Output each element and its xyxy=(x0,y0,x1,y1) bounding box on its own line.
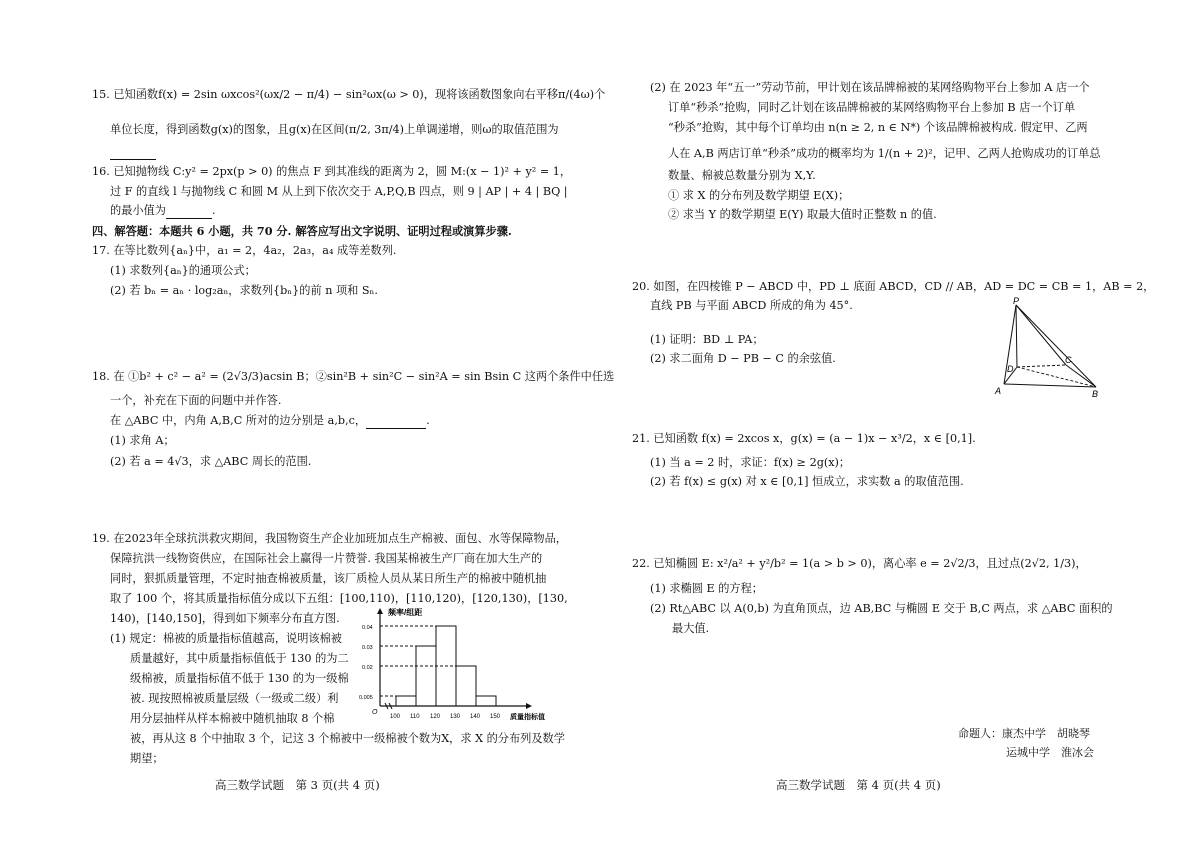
q19-part1-line2: 质量越好，其中质量指标值低于 130 的为二 xyxy=(130,652,349,665)
q16-line3: 的最小值为 . xyxy=(110,204,216,217)
q18-line2: 一个，补充在下面的问题中并作答. xyxy=(110,394,282,407)
vertex-B: B xyxy=(1092,389,1099,399)
author-line-1: 命题人：康杰中学 胡晓琴 xyxy=(958,727,1090,740)
q19-part2-line5: 数量、棉被总数量分别为 X,Y. xyxy=(668,169,816,182)
q19-line3: 同时，狠抓质量管理，不定时抽查棉被质量，该厂质检人员从某日所生产的棉被中随机抽 xyxy=(110,572,547,585)
edge-PD xyxy=(1016,305,1017,367)
q19-part2-line4: 人在 A,B 两店订单“秒杀”成功的概率均为 1/(n + 2)²，记甲、乙两人抢购成功的订单总 xyxy=(668,147,1101,160)
q21-part1: (1) 当 a = 2 时，求证：f(x) ≥ 2g(x)； xyxy=(650,456,851,469)
q19-line1: 19. 在2023年全球抗洪救灾期间，我国物资生产企业加班加点生产棉被、面包、水等保障物品， xyxy=(92,532,567,545)
q18-part1: (1) 求角 A； xyxy=(110,434,175,447)
histogram-origin: O xyxy=(372,709,378,716)
q17-line1: 17. 在等比数列{aₙ}中，a₁ = 2，4a₂，2a₃，a₄ 成等差数列. xyxy=(92,244,397,257)
edge-PC xyxy=(1016,305,1066,365)
author-line-2: 运城中学 淮冰会 xyxy=(1006,746,1094,759)
vertex-C: C xyxy=(1065,355,1072,365)
edge-DB xyxy=(1017,367,1096,387)
histogram-x-title: 质量指标值 xyxy=(510,714,545,721)
q20-line1: 20. 如图，在四棱锥 P − ABCD 中，PD ⊥ 底面 ABCD，CD // AB，AD = DC = CB = 1，AB = 2， xyxy=(632,280,1155,293)
q19-part2-sub1: ① 求 X 的分布列及数学期望 E(X)； xyxy=(668,189,850,202)
q18-line3: 在 △ABC 中，内角 A,B,C 所对的边分别是 a,b,c， . xyxy=(110,414,430,427)
q19-part1-line3: 级棉被，质量指标值不低于 130 的为一级棉 xyxy=(130,672,349,685)
bar-100-110 xyxy=(396,696,416,706)
q19-part2-line2: 订单“秒杀”抢购，同时乙计划在该品牌棉被的某网络购物平台上参加 B 店一个订单 xyxy=(668,101,1076,114)
q15-answer-blank xyxy=(110,145,156,160)
q19-part2-line3: “秒杀”抢购，其中每个订单均由 n(n ≥ 2, n ∈ N*) 个该品牌棉被构成. 假定甲、乙两 xyxy=(668,121,1088,134)
x-tick-150: 150 xyxy=(490,714,501,720)
q19-part1-line6: 被，再从这 8 个中抽取 3 个，记这 3 个棉被中一级棉被个数为X，求 X 的分布列及数学 xyxy=(130,732,565,745)
q19-part2-sub2: ② 求当 Y 的数学期望 E(Y) 取最大值时正整数 n 的值. xyxy=(668,208,937,221)
q20-part1: (1) 证明：BD ⊥ PA； xyxy=(650,333,764,346)
x-tick-110: 110 xyxy=(410,714,420,720)
q15-line2: 单位长度，得到函数g(x)的图象，且g(x)在区间(π/2, 3π/4)上单调递增，则ω的取值范围为 xyxy=(110,123,559,136)
q19-part1-line5: 用分层抽样从样本棉被中随机抽取 8 个棉 xyxy=(130,712,335,725)
q20-part2: (2) 求二面角 D − PB − C 的余弦值. xyxy=(650,352,836,365)
q20-line2: 直线 PB 与平面 ABCD 所成的角为 45°. xyxy=(650,299,853,312)
q16-line3-text: 的最小值为 xyxy=(110,204,166,217)
footer-page-3: 高三数学试题 第 3 页(共 4 页) xyxy=(215,778,380,792)
edge-AB xyxy=(1004,384,1096,387)
bar-130-140 xyxy=(456,666,476,706)
histogram-y-title: 频率/组距 xyxy=(388,608,423,617)
q17-part2: (2) 若 bₙ = aₙ · log₂aₙ，求数列{bₙ}的前 n 项和 Sₙ. xyxy=(110,284,378,297)
pyramid-figure xyxy=(992,296,1100,400)
x-tick-140: 140 xyxy=(470,714,481,720)
y-tick-0.03: 0.03 xyxy=(362,645,373,651)
y-tick-0.005: 0.005 xyxy=(359,695,373,701)
q19-line2: 保障抗洪一线物资供应，在国际社会上赢得一片赞誉. 我国某棉被生产厂商在加大生产的 xyxy=(110,552,543,565)
q21-part2: (2) 若 f(x) ≤ g(x) 对 x ∈ [0,1] 恒成立，求实数 a 的取值范围. xyxy=(650,475,964,488)
x-tick-100: 100 xyxy=(390,714,401,720)
q18-line3-text: 在 △ABC 中，内角 A,B,C 所对的边分别是 a,b,c， xyxy=(110,414,367,427)
q17-part1: (1) 求数列{aₙ}的通项公式； xyxy=(110,264,256,277)
q18-line1: 18. 在 ①b² + c² − a² = (2√3/3)acsin B；②sin²B + sin²C − sin²A = sin Bsin C 这两个条件中任选 xyxy=(92,370,615,383)
q19-line5: 140)，[140,150]，得到如下频率分布直方图. xyxy=(110,612,340,625)
q22-part2-line1: (2) Rt△ABC 以 A(0,b) 为直角顶点，边 AB,BC 与椭圆 E 交于 B,C 两点，求 △ABC 面积的 xyxy=(650,602,1113,615)
y-tick-0.04: 0.04 xyxy=(362,625,373,631)
q19-part1-line4: 被. 现按照棉被质量层级（一级或二级）利 xyxy=(130,692,339,705)
q16-line1: 16. 已知抛物线 C:y² = 2px(p > 0) 的焦点 F 到其准线的距离为 2，圆 M:(x − 1)² + y² = 1， xyxy=(92,165,572,178)
frequency-histogram xyxy=(358,606,558,724)
section-4-heading: 四、解答题：本题共 6 小题，共 70 分. 解答应写出文字说明、证明过程或演算步骤. xyxy=(92,224,512,238)
edge-DC xyxy=(1017,365,1066,367)
q19-line4: 取了 100 个，将其质量指标值分成以下五组：[100,110)，[110,120)，[120,130)，[130, xyxy=(110,592,568,605)
vertex-A: A xyxy=(995,386,1002,396)
footer-page-4: 高三数学试题 第 4 页(共 4 页) xyxy=(776,778,941,792)
q19-part1-line7: 期望； xyxy=(130,752,164,765)
q22-part1: (1) 求椭圆 E 的方程； xyxy=(650,582,763,595)
x-tick-130: 130 xyxy=(450,714,461,720)
histogram-y-arrow xyxy=(377,608,383,614)
q18-part2: (2) 若 a = 4√3，求 △ABC 周长的范围. xyxy=(110,455,312,468)
q19-part2-line1: (2) 在 2023 年“五一”劳动节前，甲计划在该品牌棉被的某网络购物平台上参加 A 店一个 xyxy=(650,81,1090,94)
vertex-P: P xyxy=(1013,296,1020,306)
right-page xyxy=(600,0,1200,849)
edge-PB xyxy=(1016,305,1096,387)
x-tick-120: 120 xyxy=(430,714,441,720)
bar-110-120 xyxy=(416,646,436,706)
q21-line1: 21. 已知函数 f(x) = 2xcos x，g(x) = (a − 1)x − x³/2，x ∈ [0,1]. xyxy=(632,432,976,445)
q15-line1: 15. 已知函数f(x) = 2sin ωxcos²(ωx/2 − π/4) − sin²ωx(ω > 0)，现将该函数图象向右平移π/(4ω)个 xyxy=(92,88,606,101)
y-tick-0.02: 0.02 xyxy=(362,665,373,671)
q16-line2: 过 F 的直线 l 与抛物线 C 和圆 M 从上到下依次交于 A,P,Q,B 四点，则 9 | AP | + 4 | BQ | xyxy=(110,185,568,198)
q19-part1-line1: (1) 规定：棉被的质量指标值越高，说明该棉被 xyxy=(110,632,342,645)
vertex-D: D xyxy=(1007,364,1014,374)
histogram-x-arrow xyxy=(526,703,532,709)
bar-140-150 xyxy=(476,696,496,706)
q22-part2-line2: 最大值. xyxy=(672,622,710,635)
q22-line1: 22. 已知椭圆 E: x²/a² + y²/b² = 1(a > b > 0)，离心率 e = 2√2/3，且过点(2√2, 1/3)， xyxy=(632,557,1087,570)
edge-CB xyxy=(1066,365,1096,387)
